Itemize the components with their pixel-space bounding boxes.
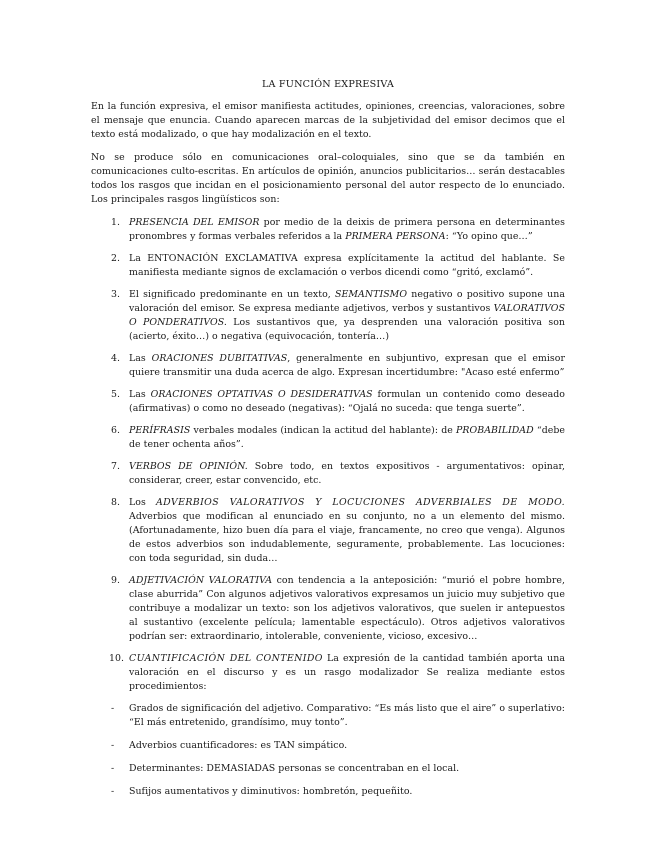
item-emphasis: PRIMERA PERSONA: [345, 231, 446, 242]
item-emphasis: VALORATIVOS O PONDERATIVOS.: [129, 303, 565, 328]
item-text: Los: [129, 497, 156, 508]
list-item: [91, 785, 565, 799]
item-emphasis: PERÍFRASIS: [129, 425, 191, 436]
dash-text: Determinantes: DEMASIADAS personas se concentraban en el local.: [129, 763, 460, 774]
dash-text: Grados de significación del adjetivo. Comparativo: “Es más listo que el aire” o superlativo: “El más entretenido, grandísimo, muy tonto”.: [129, 703, 565, 728]
item-text: El significado predominante en un texto,: [129, 289, 336, 300]
item-number: 8.: [111, 497, 121, 508]
list-item-1: [91, 216, 565, 244]
intro-paragraph: En la función expresiva, el emisor manifiesta actitudes, opiniones, creencias, valoraciones, sobre el mensaje que enuncia. Cuando aparecen marcas de la subjetividad del emisor decimos que el texto está modalizado, o que hay modalización en el texto.: [91, 101, 565, 140]
item-text: La expresión de la cantidad también aporta una valoración en el discurso y es un rasgo modalizador Se realiza mediante estos procedimientos:: [129, 653, 565, 692]
list-item-10: [91, 652, 565, 694]
item-text: Sobre todo, en textos expositivos - argumentativos: opinar, considerar, creer, estar convencido, etc.: [129, 461, 565, 486]
item-number: 10.: [109, 653, 125, 664]
item-number: 5.: [111, 389, 121, 400]
item-text: Las: [129, 353, 152, 364]
item-text: verbales modales (indican la actitud del hablante): de: [190, 425, 457, 436]
list-item-7: [91, 460, 565, 488]
list-item-5: [91, 388, 565, 416]
list-item: [91, 762, 565, 776]
item-emphasis: SEMANTISMO: [335, 289, 408, 300]
item-emphasis: ADJETIVACIÓN VALORATIVA: [129, 575, 273, 586]
item-text: Las: [129, 389, 151, 400]
item-text: con tendencia a la anteposición: “murió el pobre hombre, clase aburrida” Con algunos adjetivos valorativos expresamos un juicio muy subjetivo que contribuye a modalizar un texto: son los adjetivos valorativos, que suelen ir antepuestos al sustantivo (excelente película; lamentable espectáculo). Otros adjetivos valorativos podrían ser: extraordinario, intolerable, conveniente, vicioso, excesivo…: [129, 575, 565, 642]
list-item-8: [91, 496, 565, 566]
dash-mark: -: [111, 703, 115, 714]
features-list: [91, 216, 565, 694]
dash-text: Adverbios cuantificadores: es TAN simpático.: [129, 740, 348, 751]
dash-mark: -: [111, 740, 115, 751]
item-text: Los sustantivos que, ya desprenden una valoración positiva son (acierto, éxito…) o negativa (equivocación, tontería…): [129, 317, 565, 342]
item-number: 3.: [111, 289, 121, 300]
item-number: 7.: [111, 461, 121, 472]
list-item-6: [91, 424, 565, 452]
item-number: 2.: [111, 253, 121, 264]
item-text: formulan un contenido como deseado (afirmativas) o como no deseado (negativas): “Ojalá no suceda: que tenga suerte”.: [129, 389, 565, 414]
document-title: LA FUNCIÓN EXPRESIVA: [261, 79, 394, 90]
item-emphasis: PROBABILIDAD: [456, 425, 534, 436]
item-emphasis: PRESENCIA DEL EMISOR: [129, 217, 260, 228]
dash-text: Sufijos aumentativos y diminutivos: hombretón, pequeñito.: [129, 786, 413, 797]
item-emphasis: ORACIONES DUBITATIVAS: [151, 353, 288, 364]
item-number: 6.: [111, 425, 121, 436]
item-text: : “Yo opino que…”: [445, 231, 533, 242]
dash-mark: -: [111, 763, 115, 774]
item-text: La ENTONACIÓN EXCLAMATIVA expresa explícitamente la actitud del hablante. Se manifiesta mediante signos de exclamación o verbos dicendi como “gritó, exclamó”.: [129, 253, 565, 278]
item-text: por medio de la deixis de primera persona en determinantes pronombres y formas verbales referidos a la: [129, 217, 565, 242]
item-emphasis: CUANTIFICACIÓN DEL CONTENIDO: [129, 653, 323, 664]
item-emphasis: ADVERBIOS VALORATIVOS Y LOCUCIONES ADVERBIALES DE MODO.: [155, 497, 565, 508]
item-emphasis: VERBOS DE OPINIÓN.: [129, 461, 248, 472]
list-item-4: [91, 352, 565, 380]
item-number: 4.: [111, 353, 121, 364]
item-number: 9.: [111, 575, 121, 586]
list-item: [91, 702, 565, 730]
item-emphasis: ORACIONES OPTATIVAS O DESIDERATIVAS: [150, 389, 373, 400]
item-number: 1.: [111, 217, 121, 228]
item-text: , generalmente en subjuntivo, expresan que el emisor quiere transmitir una duda acerca de algo. Expresan incertidumbre: "Acaso esté enfermo”: [129, 353, 565, 378]
item-text: negativo o positivo supone una valoración del emisor. Se expresa mediante adjetivos, verbos y sustantivos: [129, 289, 565, 314]
item-text: “debe de tener ochenta años”.: [129, 425, 566, 450]
list-item-2: [91, 252, 565, 280]
dash-mark: -: [111, 786, 115, 797]
procedures-list: [91, 702, 565, 799]
list-item-9: [91, 574, 565, 644]
item-text: Adverbios que modifican al enunciado en su conjunto, no a un elemento del mismo. (Afortunadamente, hizo buen día para el viaje, francamente, no creo que venga). Algunos de estos adverbios son indudablemente, seguramente, probablemente. Las locuciones: con toda seguridad, sin duda…: [129, 511, 565, 564]
list-item-3: [91, 288, 565, 344]
context-paragraph: No se produce sólo en comunicaciones oral–coloquiales, sino que se da también en comunicaciones culto-escritas. En artículos de opinión, anuncios publicitarios… serán destacables todos los rasgos que incidan en el posicionamiento personal del autor respecto de lo enunciado. Los principales rasgos lingüísticos son:: [91, 152, 565, 205]
list-item: [91, 739, 565, 753]
